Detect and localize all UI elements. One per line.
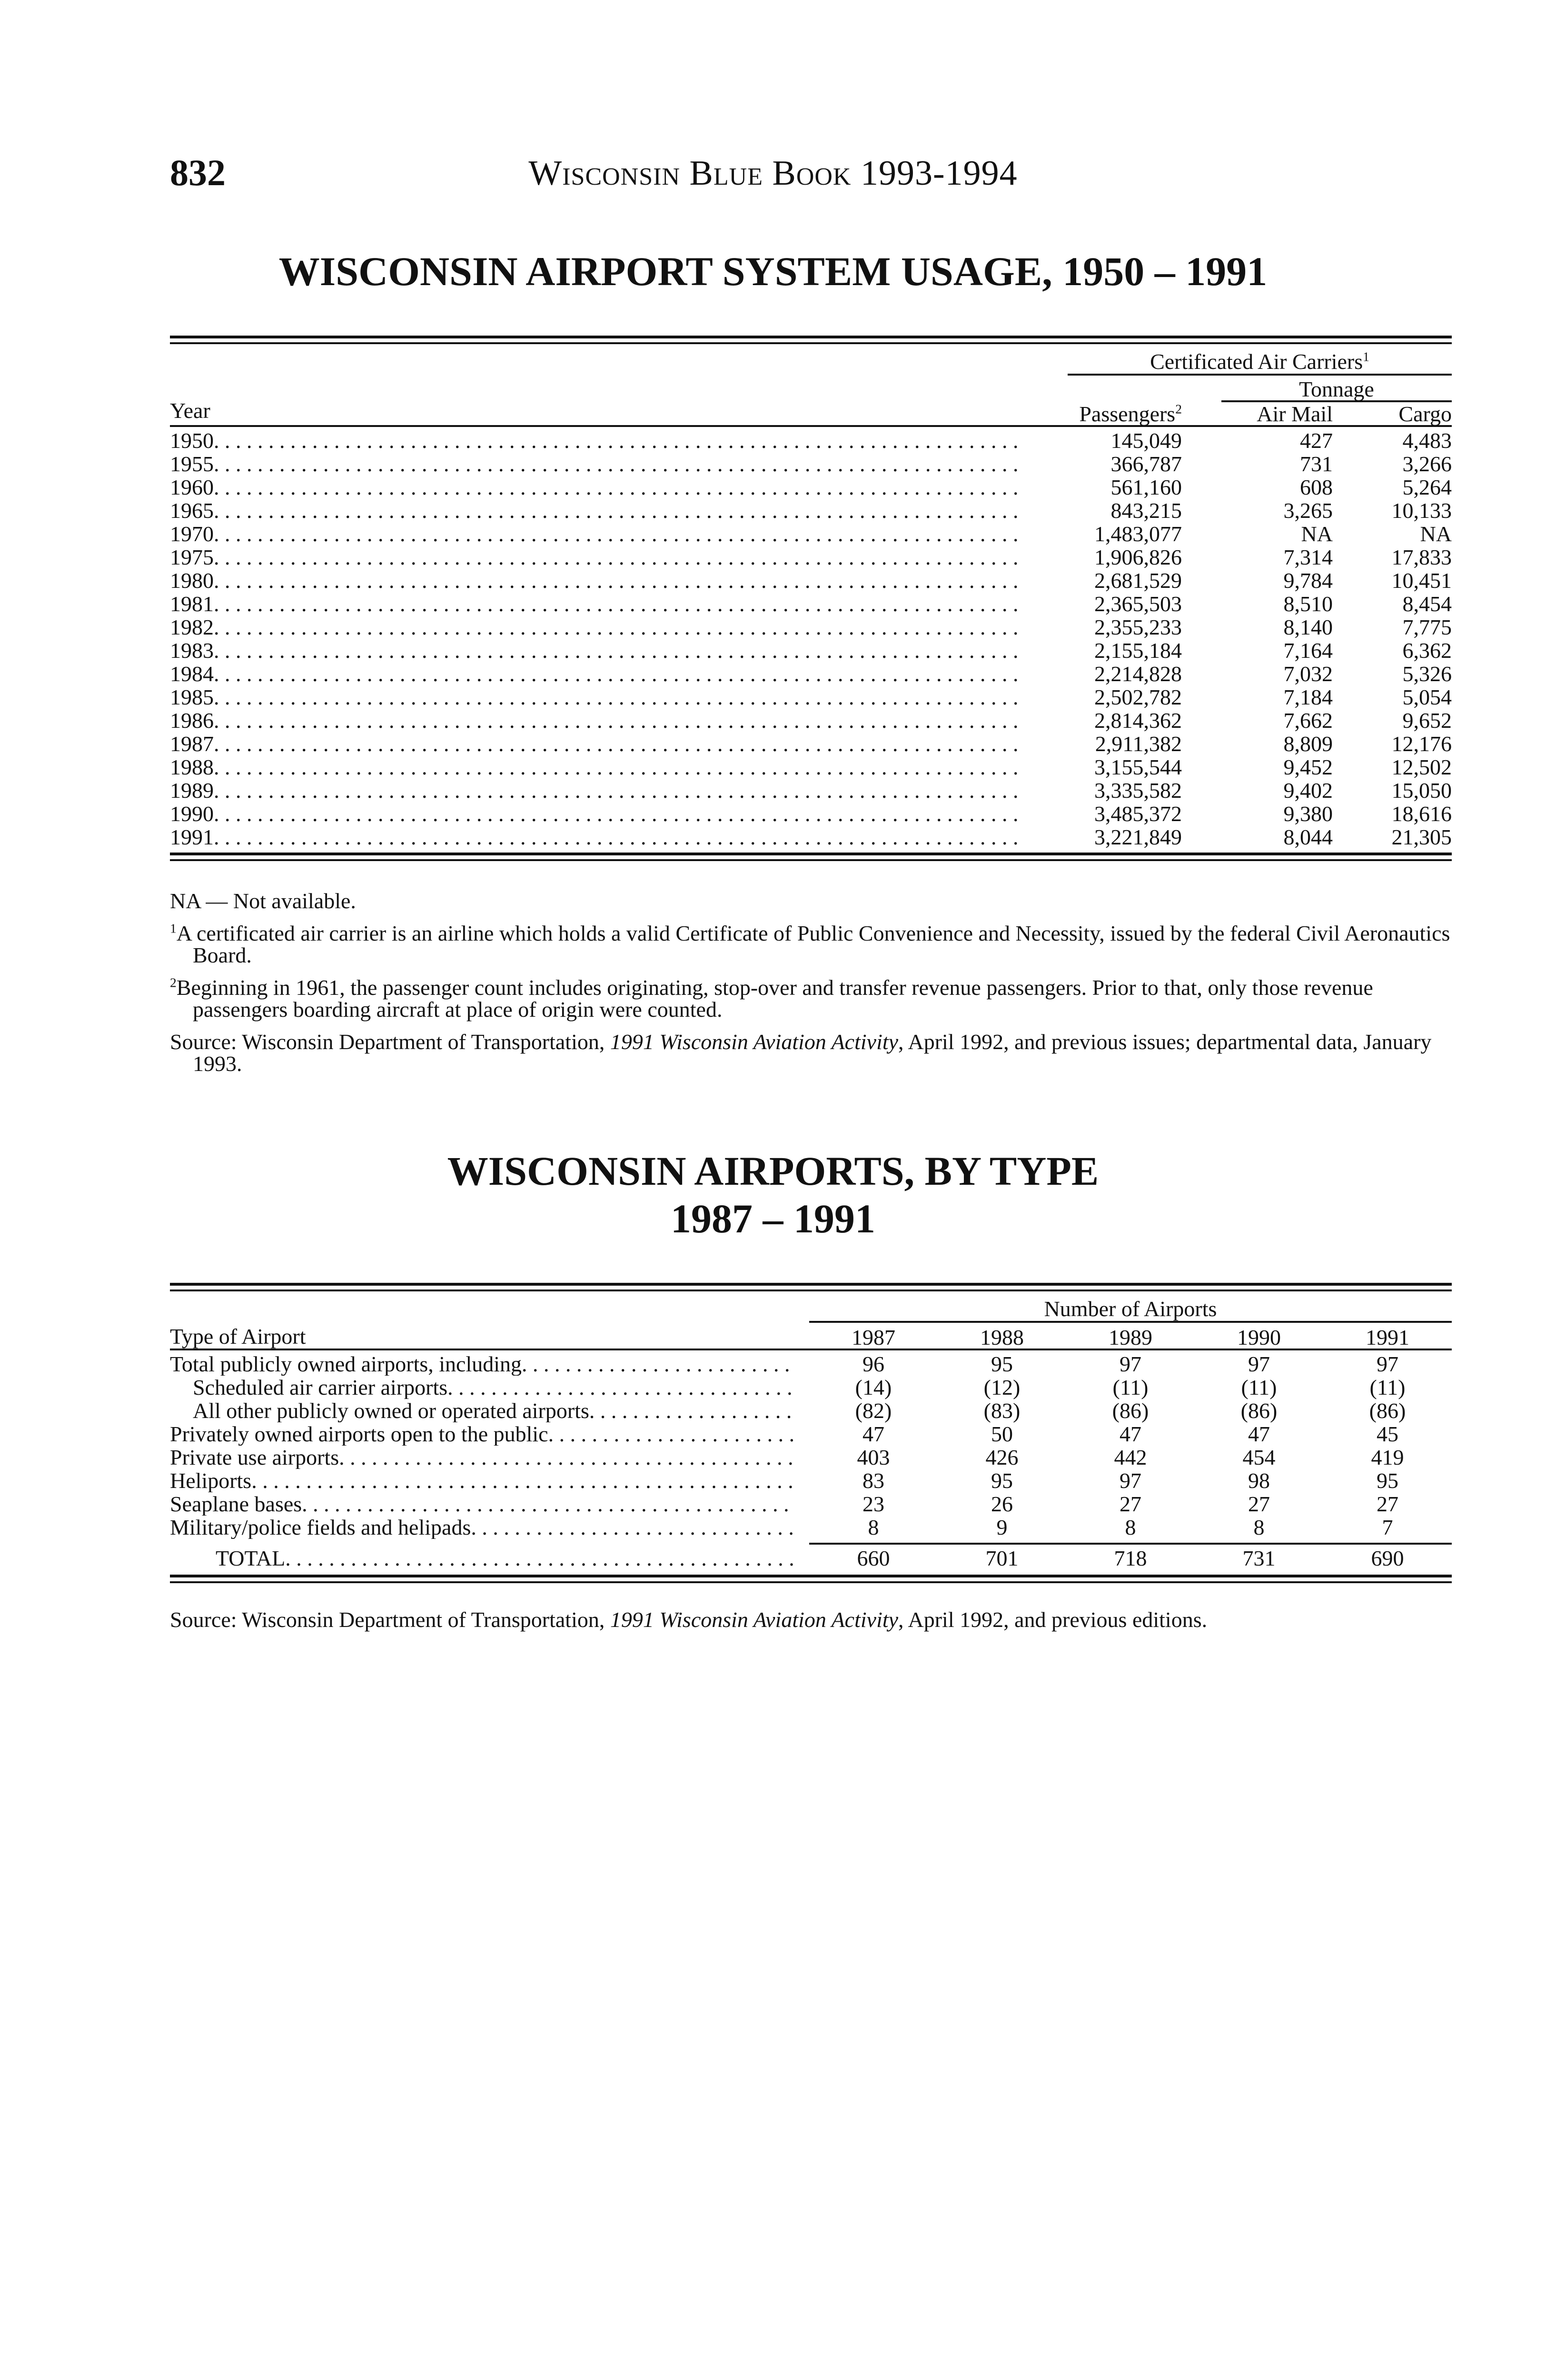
air-mail-cell: 9,784 [1283,568,1333,593]
cargo-cell: 21,305 [1391,825,1452,849]
group-rule [809,1321,1452,1323]
air-mail-cell: 8,140 [1283,615,1333,639]
type-label: Privately owned airports open to the public [170,1422,548,1446]
year-cell [170,709,1017,732]
dot-leader [214,499,1017,522]
passengers-cell: 2,155,184 [1094,638,1182,663]
passengers-cell: 366,787 [1110,452,1182,476]
year-headers [809,1326,1452,1349]
air-mail-cell: 7,032 [1283,662,1333,686]
count-cell: 95 [1377,1468,1398,1493]
year-label: 1988 [170,755,214,779]
table-row [170,429,1452,452]
passengers-cell: 2,911,382 [1095,732,1182,756]
count-cell: 27 [1248,1492,1270,1516]
passengers-cell: 2,814,362 [1094,708,1182,733]
footnote-1 [170,922,1452,966]
table-row [170,802,1452,825]
cargo-cell: 10,451 [1391,568,1452,593]
total-row [170,1547,1452,1570]
source-text: Source: Wisconsin Department of Transportation, [170,1607,610,1632]
air-mail-cell: 8,510 [1283,592,1333,616]
footnote-mark: 1 [170,921,177,936]
year-label: 1989 [170,779,214,802]
type-label-cell [170,1422,793,1446]
table-body [170,427,1452,849]
count-cell: 8 [1125,1515,1136,1539]
year-cell [170,662,1017,685]
count-cell: 96 [862,1352,884,1376]
count-cell: 97 [1248,1352,1270,1376]
year-header: 1991 [1366,1325,1409,1349]
air-mail-cell: 731 [1300,452,1333,476]
table-row [170,1399,1452,1422]
table-row [170,1352,1452,1376]
table1-title: WISCONSIN AIRPORT SYSTEM USAGE, 1950 – 1991 [278,248,1268,294]
year-label: 1975 [170,545,214,569]
count-cell: (86) [1112,1398,1149,1423]
air-mail-cell: 7,314 [1283,545,1333,569]
year-header: 1988 [980,1325,1024,1349]
count-cell: 23 [862,1492,884,1516]
year-header: 1989 [1109,1325,1152,1349]
dot-leader [471,1516,793,1539]
passengers-cell: 3,485,372 [1094,802,1182,826]
passengers-cell: 1,906,826 [1094,545,1182,569]
table-row [170,639,1452,662]
table-top-rule [170,1283,1452,1291]
table2-title: WISCONSIN AIRPORTS, BY TYPE [447,1148,1099,1194]
count-cell: 426 [985,1445,1019,1469]
year-cell [170,685,1017,709]
table-row [170,1376,1452,1399]
table-row [170,569,1452,592]
count-cell: 97 [1120,1352,1141,1376]
count-cell: 419 [1371,1445,1404,1469]
dot-leader [214,662,1017,685]
cargo-cell: 15,050 [1391,778,1452,803]
year-label: 1980 [170,569,214,592]
count-cell: 95 [991,1352,1013,1376]
table-row [170,732,1452,755]
count-cell: 403 [857,1445,890,1469]
type-label-cell [170,1547,793,1570]
table-row [170,522,1452,545]
source-publication: 1991 Wisconsin Aviation Activity [610,1030,899,1054]
year-cell [170,452,1017,476]
passengers-header [1079,402,1182,426]
dot-leader [285,1547,793,1570]
source-text: Source: Wisconsin Department of Transportation, [170,1030,610,1054]
year-label: 1986 [170,709,214,732]
dot-leader [214,779,1017,802]
air-mail-header: Air Mail [1257,402,1333,426]
dot-leader [214,452,1017,476]
type-label: Seaplane bases [170,1492,302,1516]
count-cell: (86) [1369,1398,1406,1423]
type-label-cell [170,1399,793,1422]
footnote-text: Beginning in 1961, the passenger count includes originating, stop-over and transfer revenue passengers. Prior to that, only those revenue passengers boarding aircraft at place of origin were counted. [176,975,1373,1021]
cargo-cell: 8,454 [1402,592,1452,616]
year-label: 1970 [170,522,214,545]
footnote-text: A certificated air carrier is an airline which holds a valid Certificate of Public Convenience and Necessity, issued by the federal Civil Aeronautics Board. [176,921,1450,967]
dot-leader [214,802,1017,825]
dot-leader [214,429,1017,452]
count-cell: 83 [862,1468,884,1493]
dot-leader [214,592,1017,615]
source-note [170,1031,1452,1075]
count-cell: (11) [1241,1375,1277,1399]
passengers-cell: 145,049 [1110,428,1182,453]
table-header [170,1291,1452,1349]
total-row-container [170,1545,1452,1570]
year-label: 1991 [170,825,214,849]
cargo-cell: 5,264 [1402,475,1452,499]
table-row [170,1516,1452,1539]
dot-leader [214,615,1017,639]
year-label: 1965 [170,499,214,522]
type-label: Total publicly owned airports, including [170,1352,522,1376]
count-cell: 95 [991,1468,1013,1493]
running-head: Wisconsin Blue Book 1993-1994 [528,154,1018,193]
air-mail-cell: 9,402 [1283,778,1333,803]
count-cell: 97 [1120,1468,1141,1493]
year-label: 1950 [170,429,214,452]
passengers-cell: 2,355,233 [1094,615,1182,639]
cargo-cell: 5,326 [1402,662,1452,686]
count-cell: 8 [1253,1515,1265,1539]
count-cell: 27 [1377,1492,1398,1516]
count-cell: 97 [1377,1352,1398,1376]
year-cell [170,429,1017,452]
table-body [170,1350,1452,1539]
count-cell: (14) [855,1375,892,1399]
count-cell: 7 [1382,1515,1393,1539]
year-label: 1987 [170,732,214,755]
count-cell: 718 [1114,1546,1147,1570]
cargo-cell: 6,362 [1402,638,1452,663]
year-cell [170,802,1017,825]
cargo-cell: 18,616 [1391,802,1452,826]
type-label: Military/police fields and helipads [170,1516,471,1539]
dot-leader [214,685,1017,709]
count-cell: 47 [862,1422,884,1446]
dot-leader [214,476,1017,499]
year-cell [170,755,1017,779]
table-row [170,755,1452,779]
table-row [170,1422,1452,1446]
count-cell: 9 [996,1515,1008,1539]
table-row [170,1446,1452,1469]
footnote-mark: 2 [170,975,177,990]
table-row [170,452,1452,476]
table2-subtitle: 1987 – 1991 [671,1196,875,1241]
count-cell: 701 [985,1546,1019,1570]
table-header [170,344,1452,425]
year-label: 1960 [170,476,214,499]
year-cell [170,499,1017,522]
footnote-mark: 1 [1363,349,1369,364]
certificated-carriers-header [1068,350,1452,373]
airports-by-type-table [170,1283,1452,1583]
type-label-cell [170,1516,793,1539]
year-cell [170,569,1017,592]
dot-leader [214,755,1017,779]
year-label: 1983 [170,639,214,662]
na-note: NA — Not available. [170,889,356,913]
year-header: 1990 [1237,1325,1281,1349]
source-note [170,1609,1452,1631]
table-bottom-rule [170,853,1452,861]
year-header: 1987 [852,1325,895,1349]
air-mail-cell: 9,452 [1283,755,1333,779]
table-row [170,662,1452,685]
year-cell [170,825,1017,849]
table-row [170,709,1452,732]
count-cell: 50 [991,1422,1013,1446]
table-row [170,779,1452,802]
air-mail-cell: 8,809 [1283,732,1333,756]
year-cell [170,545,1017,569]
passengers-cell: 3,221,849 [1094,825,1182,849]
count-cell: (83) [983,1398,1021,1423]
dot-leader [251,1469,793,1492]
passengers-header-text: Passengers [1079,402,1176,426]
year-header: Year [170,398,210,423]
table-row [170,615,1452,639]
cargo-cell: 12,502 [1391,755,1452,779]
source-text: , April 1992, and previous issues; departmental data, January 1993. [193,1030,1432,1076]
cargo-cell: 5,054 [1402,685,1452,709]
count-cell: 731 [1242,1546,1276,1570]
count-cell: (12) [983,1375,1021,1399]
cargo-cell: 12,176 [1391,732,1452,756]
footnote-mark: 2 [1175,401,1182,416]
table-row [170,1492,1452,1516]
passengers-cell: 2,365,503 [1094,592,1182,616]
cargo-cell: 7,775 [1402,615,1452,639]
cargo-cell: 9,652 [1402,708,1452,733]
type-label-cell [170,1492,793,1516]
source-text: , April 1992, and previous editions. [898,1607,1208,1632]
dot-leader [589,1399,793,1422]
passengers-cell: 1,483,077 [1094,522,1182,546]
dot-leader [214,639,1017,662]
dot-leader [214,522,1017,545]
dot-leader [214,732,1017,755]
passengers-cell: 2,214,828 [1094,662,1182,686]
year-cell [170,522,1017,545]
air-mail-cell: 7,184 [1283,685,1333,709]
air-mail-cell: 608 [1300,475,1333,499]
year-cell [170,732,1017,755]
table-row [170,825,1452,849]
table-row [170,1469,1452,1492]
year-cell [170,592,1017,615]
type-label-cell [170,1352,793,1376]
year-label: 1955 [170,452,214,476]
table-top-rule [170,336,1452,344]
year-cell [170,779,1017,802]
year-label: 1981 [170,592,214,615]
year-cell [170,639,1017,662]
dot-leader [522,1352,793,1376]
air-mail-cell: 7,662 [1283,708,1333,733]
year-label: 1985 [170,685,214,709]
dot-leader [214,545,1017,569]
year-cell [170,615,1017,639]
count-cell: 660 [857,1546,890,1570]
passengers-cell: 2,502,782 [1094,685,1182,709]
type-label: Heliports [170,1469,252,1492]
table-bottom-rule [170,1575,1452,1583]
count-cell: 26 [991,1492,1013,1516]
air-mail-cell: 427 [1300,428,1333,453]
table-row [170,685,1452,709]
type-label: Scheduled air carrier airports [193,1376,448,1399]
cargo-header: Cargo [1398,402,1452,426]
table1-notes [170,890,1452,1085]
dot-leader [447,1376,793,1399]
source-publication: 1991 Wisconsin Aviation Activity [610,1607,899,1632]
cargo-cell: 4,483 [1402,428,1452,453]
table-row [170,476,1452,499]
year-cell [170,476,1017,499]
air-mail-cell: NA [1301,522,1333,546]
type-label: TOTAL [216,1547,286,1570]
count-cell: 27 [1120,1492,1141,1516]
count-cell: 690 [1371,1546,1404,1570]
passengers-cell: 843,215 [1110,498,1182,523]
passengers-cell: 2,681,529 [1094,568,1182,593]
dot-leader [339,1446,793,1469]
group-rule [1068,374,1452,376]
year-label: 1982 [170,615,214,639]
air-mail-cell: 9,380 [1283,802,1333,826]
page-number: 832 [170,152,226,193]
type-label-cell [170,1376,793,1399]
cargo-cell: 3,266 [1402,452,1452,476]
passengers-cell: 3,335,582 [1094,778,1182,803]
count-cell: 45 [1377,1422,1398,1446]
dot-leader [214,709,1017,732]
airport-usage-table [170,336,1452,861]
passengers-cell: 561,160 [1110,475,1182,499]
group-header-text: Certificated Air Carriers [1150,349,1363,374]
count-cell: (11) [1112,1375,1149,1399]
type-label: Private use airports [170,1446,339,1469]
dot-leader [302,1492,793,1516]
air-mail-cell: 3,265 [1283,498,1333,523]
cargo-cell: 17,833 [1391,545,1452,569]
type-label-cell [170,1446,793,1469]
dot-leader [214,825,1017,849]
count-cell: 98 [1248,1468,1270,1493]
table-row [170,592,1452,615]
table-row [170,499,1452,522]
dot-leader [214,569,1017,592]
count-cell: 8 [868,1515,879,1539]
count-cell: 47 [1120,1422,1141,1446]
number-of-airports-header: Number of Airports [1044,1297,1217,1321]
count-cell: (86) [1240,1398,1278,1423]
cargo-cell: NA [1420,522,1452,546]
count-cell: 442 [1114,1445,1147,1469]
footnote-2 [170,977,1452,1021]
air-mail-cell: 8,044 [1283,825,1333,849]
cargo-cell: 10,133 [1391,498,1452,523]
year-label: 1990 [170,802,214,825]
count-cell: 454 [1242,1445,1276,1469]
type-label: All other publicly owned or operated airports [193,1399,589,1422]
count-cell: (11) [1369,1375,1406,1399]
table2-source [170,1609,1452,1641]
year-label: 1984 [170,662,214,685]
dot-leader [548,1422,793,1446]
passengers-cell: 3,155,544 [1094,755,1182,779]
air-mail-cell: 7,164 [1283,638,1333,663]
tonnage-header: Tonnage [1299,377,1374,401]
type-label-cell [170,1469,793,1492]
table-row [170,545,1452,569]
count-cell: 47 [1248,1422,1270,1446]
count-cell: (82) [855,1398,892,1423]
type-header: Type of Airport [170,1324,306,1349]
